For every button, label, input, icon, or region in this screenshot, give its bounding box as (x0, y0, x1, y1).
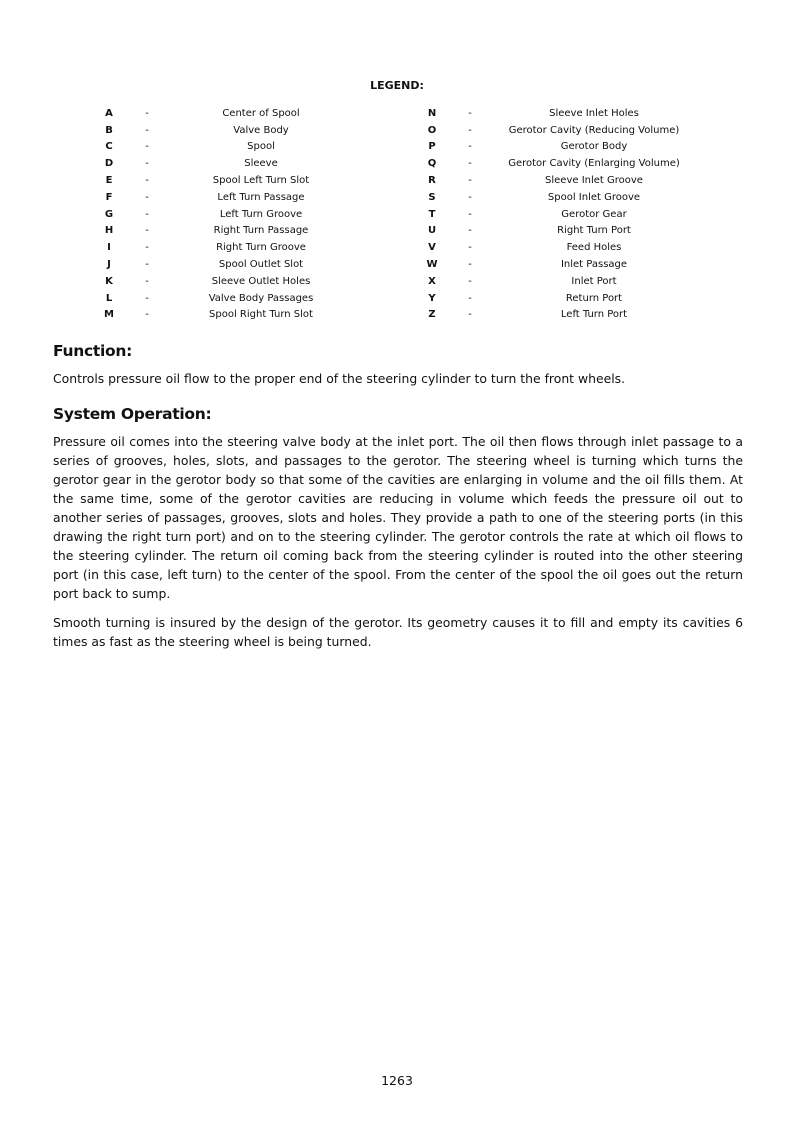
legend-row (408, 122, 758, 139)
legend-description: Spool Right Turn Slot (209, 309, 313, 321)
legend-dash: - (145, 225, 149, 237)
function-heading: Function: (53, 342, 132, 360)
legend-description: Sleeve (244, 158, 278, 170)
legend-letter: Q (427, 158, 437, 170)
legend-dash: - (145, 141, 149, 153)
legend-row (408, 256, 758, 273)
system-operation-heading: System Operation: (53, 405, 212, 423)
legend-dash: - (468, 242, 472, 254)
legend-row (408, 239, 758, 256)
legend-letter: K (105, 275, 113, 287)
legend-description: Gerotor Cavity (Enlarging Volume) (508, 158, 680, 170)
legend-letter: U (427, 225, 437, 237)
legend-letter: N (427, 107, 437, 119)
legend-letter: Y (428, 292, 436, 304)
legend-description: Inlet Passage (560, 259, 628, 271)
legend-description: Spool (247, 141, 275, 153)
legend-description: Valve Body Passages (208, 292, 314, 304)
legend-dash: - (468, 292, 472, 304)
legend-dash: - (468, 208, 472, 220)
legend-letter: G (104, 208, 114, 220)
legend-description: Center of Spool (222, 107, 300, 119)
legend-description: Return Port (565, 292, 623, 304)
legend-letter: T (428, 208, 436, 220)
legend-row (85, 256, 435, 273)
system-operation-paragraph-1: Pressure oil comes into the steering valve body at the inlet port. The oil then flows through inlet passage to a series of grooves, holes, slots, and passages to the gerotor. The steering wheel is turning which turns the gerotor gear in the gerotor body so that some of the cavities are enlarging in volume and the oil fills them. At the same time, some of the gerotor cavities are reducing in volume which feeds the pressure oil out to another series of passages, grooves, slots and holes. They provide a path to one of the steering ports (in this drawing the right turn port) and on to the steering cylinder. The gerotor controls the rate at which oil flows to the steering cylinder. The return oil coming back from the steering cylinder is routed into the other steering port (in this case, left turn) to the center of the spool. From the center of the spool the oil goes out the return port back to sump. (53, 434, 743, 601)
legend-letter: R (428, 175, 436, 187)
function-text: Controls pressure oil flow to the proper end of the steering cylinder to turn the front wheels. (53, 371, 626, 386)
legend-row (85, 290, 435, 307)
legend-description: Left Turn Port (560, 309, 628, 321)
legend-description: Sleeve Inlet Groove (545, 175, 643, 187)
legend-row (408, 290, 758, 307)
legend-description: Feed Holes (566, 242, 622, 254)
legend-letter: S (428, 191, 436, 203)
system-operation-paragraph-2: Smooth turning is insured by the design of the gerotor. Its geometry causes it to fill and empty its cavities 6 times as fast as the steering wheel is being turned. (53, 615, 743, 649)
legend-description: Spool Inlet Groove (547, 191, 641, 203)
legend-description: Spool Outlet Slot (218, 259, 304, 271)
legend-letter: X (428, 275, 436, 287)
legend-dash: - (145, 309, 149, 321)
legend-dash: - (145, 191, 149, 203)
legend-letter: H (104, 225, 114, 237)
legend-dash: - (468, 175, 472, 187)
legend-dash: - (468, 191, 472, 203)
legend-title: LEGEND: (370, 79, 424, 92)
legend-letter: F (105, 191, 113, 203)
legend-letter: M (104, 309, 114, 321)
legend-description: Left Turn Groove (219, 208, 303, 220)
legend-dash: - (145, 107, 149, 119)
legend-letter: V (428, 242, 436, 254)
legend-row (408, 223, 758, 240)
legend-row (85, 206, 435, 223)
legend-description: Right Turn Port (557, 225, 631, 237)
legend-row (85, 122, 435, 139)
legend-dash: - (145, 175, 149, 187)
legend-letter: J (107, 259, 111, 271)
legend-letter: P (428, 141, 436, 153)
legend-dash: - (145, 259, 149, 271)
legend-description: Sleeve Outlet Holes (211, 275, 311, 287)
legend-letter: D (104, 158, 114, 170)
legend-row (85, 239, 435, 256)
legend-row (408, 206, 758, 223)
legend-letter: B (105, 124, 113, 136)
legend-right-column (408, 105, 758, 323)
legend-description: Gerotor Body (560, 141, 628, 153)
legend-left-column (85, 105, 435, 323)
legend-row (408, 105, 758, 122)
legend-dash: - (468, 259, 472, 271)
legend-dash: - (145, 158, 149, 170)
legend-letter: I (107, 242, 111, 254)
legend-dash: - (145, 292, 149, 304)
legend-dash: - (468, 309, 472, 321)
legend-description: Sleeve Inlet Holes (549, 107, 639, 119)
legend-dash: - (145, 124, 149, 136)
legend-row (408, 189, 758, 206)
legend-description: Gerotor Gear (561, 208, 627, 220)
legend-dash: - (468, 107, 472, 119)
legend-description: Right Turn Passage (213, 225, 309, 237)
legend-row (85, 172, 435, 189)
legend-description: Valve Body (233, 124, 289, 136)
legend-letter: A (105, 107, 113, 119)
legend-dash: - (468, 225, 472, 237)
legend-row (85, 223, 435, 240)
legend-row (408, 172, 758, 189)
legend-description: Right Turn Groove (216, 242, 306, 254)
legend-letter: L (105, 292, 113, 304)
legend-row (408, 139, 758, 156)
legend-row (408, 155, 758, 172)
legend-row (85, 189, 435, 206)
legend-dash: - (145, 242, 149, 254)
legend-row (408, 307, 758, 324)
legend-letter: O (427, 124, 437, 136)
legend-dash: - (468, 275, 472, 287)
legend-dash: - (468, 124, 472, 136)
legend-description: Left Turn Passage (217, 191, 305, 203)
legend-row (408, 273, 758, 290)
legend-dash: - (145, 275, 149, 287)
legend-row (85, 105, 435, 122)
legend-row (85, 307, 435, 324)
legend-row (85, 273, 435, 290)
legend-dash: - (468, 141, 472, 153)
legend-letter: Z (428, 309, 436, 321)
legend-letter: E (105, 175, 113, 187)
legend-dash: - (468, 158, 472, 170)
legend-row (85, 155, 435, 172)
legend-description: Inlet Port (571, 275, 617, 287)
legend-dash: - (145, 208, 149, 220)
legend-letter: W (426, 259, 438, 271)
legend-letter: C (105, 141, 113, 153)
legend-row (85, 139, 435, 156)
legend-description: Gerotor Cavity (Reducing Volume) (508, 124, 680, 136)
legend-description: Spool Left Turn Slot (212, 175, 310, 187)
page-number: 1263 (381, 1073, 413, 1088)
